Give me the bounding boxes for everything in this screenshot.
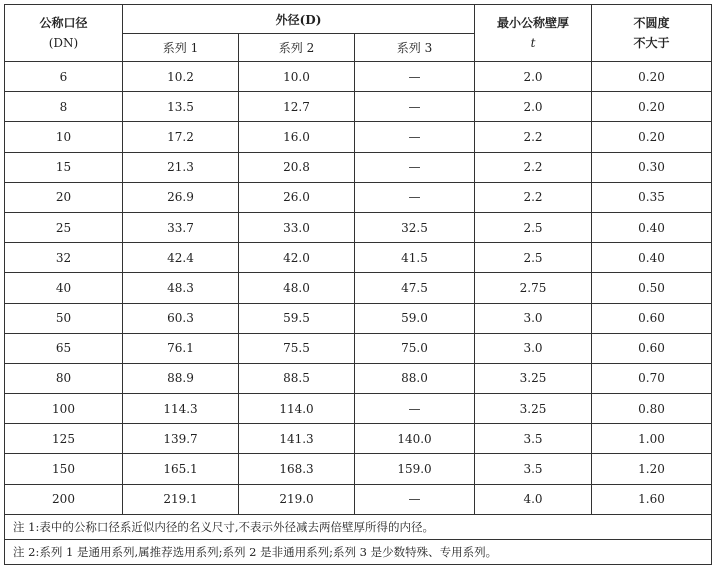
cell-min-wall: 2.75 [475, 273, 592, 303]
header-dn-unit: (DN) [48, 36, 79, 50]
cell-dn: 125 [5, 424, 123, 454]
cell-series-3: 47.5 [355, 273, 475, 303]
cell-min-wall: 3.0 [475, 333, 592, 363]
header-min-wall [475, 5, 592, 62]
note-1: 注 1:表中的公称口径系近似内径的名义尺寸,不表示外径减去两倍壁厚所得的内径。 [5, 514, 712, 539]
cell-series-3: 88.0 [355, 363, 475, 393]
table-row [5, 152, 712, 182]
cell-series-3: 41.5 [355, 243, 475, 273]
cell-series-1: 114.3 [123, 394, 239, 424]
cell-series-1: 165.1 [123, 454, 239, 484]
table-row [5, 273, 712, 303]
cell-series-1: 48.3 [123, 273, 239, 303]
header-wall-label: 最小公称壁厚 [497, 16, 570, 30]
header-dn-label: 公称口径 [39, 16, 88, 30]
cell-roundness: 0.50 [592, 273, 712, 303]
cell-series-2: 16.0 [239, 122, 355, 152]
cell-min-wall: 3.25 [475, 394, 592, 424]
cell-dn: 25 [5, 212, 123, 242]
cell-min-wall: 3.5 [475, 424, 592, 454]
header-dn [5, 5, 123, 62]
cell-min-wall: 2.0 [475, 62, 592, 92]
header-series-1: 系列 1 [123, 34, 239, 62]
cell-series-3: 59.0 [355, 303, 475, 333]
cell-series-2: 88.5 [239, 363, 355, 393]
cell-roundness: 0.20 [592, 122, 712, 152]
table-row [5, 62, 712, 92]
cell-series-1: 33.7 [123, 212, 239, 242]
cell-series-2: 48.0 [239, 273, 355, 303]
note-2: 注 2:系列 1 是通用系列,属推荐选用系列;系列 2 是非通用系列;系列 3 是少数特殊、专用系列。 [5, 539, 712, 564]
cell-series-2: 42.0 [239, 243, 355, 273]
header-roundness-label: 不圆度 [633, 16, 670, 30]
cell-roundness: 1.60 [592, 484, 712, 514]
header-roundness [592, 5, 712, 62]
cell-series-1: 88.9 [123, 363, 239, 393]
cell-series-3: — [355, 122, 475, 152]
table-row [5, 424, 712, 454]
cell-series-3: — [355, 394, 475, 424]
spec-table-container [4, 4, 711, 565]
cell-dn: 40 [5, 273, 123, 303]
cell-roundness: 1.20 [592, 454, 712, 484]
cell-roundness: 0.30 [592, 152, 712, 182]
cell-roundness: 0.60 [592, 303, 712, 333]
cell-series-3: 140.0 [355, 424, 475, 454]
table-row [5, 122, 712, 152]
cell-min-wall: 2.2 [475, 182, 592, 212]
cell-roundness: 0.40 [592, 212, 712, 242]
cell-min-wall: 2.0 [475, 92, 592, 122]
note-row-2 [5, 539, 712, 564]
cell-min-wall: 3.5 [475, 454, 592, 484]
header-series-2: 系列 2 [239, 34, 355, 62]
cell-series-1: 139.7 [123, 424, 239, 454]
cell-series-3: — [355, 182, 475, 212]
cell-min-wall: 4.0 [475, 484, 592, 514]
cell-min-wall: 3.0 [475, 303, 592, 333]
pipe-dimension-table [4, 4, 712, 565]
cell-dn: 50 [5, 303, 123, 333]
cell-series-3: — [355, 484, 475, 514]
cell-series-2: 26.0 [239, 182, 355, 212]
table-row [5, 484, 712, 514]
cell-roundness: 0.70 [592, 363, 712, 393]
cell-series-2: 219.0 [239, 484, 355, 514]
header-od-label: 外径(D) [275, 12, 322, 27]
cell-roundness: 0.20 [592, 92, 712, 122]
table-row [5, 182, 712, 212]
cell-min-wall: 2.5 [475, 212, 592, 242]
cell-roundness: 0.40 [592, 243, 712, 273]
cell-min-wall: 2.5 [475, 243, 592, 273]
cell-dn: 6 [5, 62, 123, 92]
cell-roundness: 0.20 [592, 62, 712, 92]
cell-series-1: 21.3 [123, 152, 239, 182]
cell-dn: 15 [5, 152, 123, 182]
cell-min-wall: 2.2 [475, 152, 592, 182]
table-body [5, 62, 712, 565]
cell-roundness: 0.80 [592, 394, 712, 424]
cell-series-2: 75.5 [239, 333, 355, 363]
cell-dn: 8 [5, 92, 123, 122]
note-row-1 [5, 514, 712, 539]
cell-series-1: 10.2 [123, 62, 239, 92]
cell-series-2: 33.0 [239, 212, 355, 242]
table-row [5, 212, 712, 242]
cell-series-1: 42.4 [123, 243, 239, 273]
cell-series-1: 17.2 [123, 122, 239, 152]
header-wall-symbol: t [530, 36, 536, 50]
cell-dn: 80 [5, 363, 123, 393]
cell-series-3: 32.5 [355, 212, 475, 242]
table-row [5, 454, 712, 484]
cell-dn: 32 [5, 243, 123, 273]
cell-dn: 150 [5, 454, 123, 484]
cell-dn: 65 [5, 333, 123, 363]
cell-dn: 100 [5, 394, 123, 424]
cell-series-2: 20.8 [239, 152, 355, 182]
cell-series-3: 75.0 [355, 333, 475, 363]
table-row [5, 333, 712, 363]
cell-dn: 20 [5, 182, 123, 212]
header-series-3: 系列 3 [355, 34, 475, 62]
table-row [5, 92, 712, 122]
cell-dn: 200 [5, 484, 123, 514]
cell-min-wall: 2.2 [475, 122, 592, 152]
cell-roundness: 1.00 [592, 424, 712, 454]
cell-series-2: 59.5 [239, 303, 355, 333]
cell-dn: 10 [5, 122, 123, 152]
cell-series-3: — [355, 152, 475, 182]
cell-series-1: 76.1 [123, 333, 239, 363]
table-row [5, 243, 712, 273]
cell-series-3: — [355, 62, 475, 92]
table-row [5, 394, 712, 424]
cell-series-2: 141.3 [239, 424, 355, 454]
header-roundness-sub: 不大于 [633, 36, 670, 50]
cell-series-2: 114.0 [239, 394, 355, 424]
cell-roundness: 0.35 [592, 182, 712, 212]
table-row [5, 363, 712, 393]
cell-roundness: 0.60 [592, 333, 712, 363]
cell-series-1: 13.5 [123, 92, 239, 122]
header-outer-diameter [123, 5, 475, 34]
cell-min-wall: 3.25 [475, 363, 592, 393]
cell-series-1: 219.1 [123, 484, 239, 514]
cell-series-2: 10.0 [239, 62, 355, 92]
cell-series-1: 60.3 [123, 303, 239, 333]
cell-series-1: 26.9 [123, 182, 239, 212]
cell-series-3: — [355, 92, 475, 122]
cell-series-3: 159.0 [355, 454, 475, 484]
cell-series-2: 168.3 [239, 454, 355, 484]
cell-series-2: 12.7 [239, 92, 355, 122]
table-row [5, 303, 712, 333]
